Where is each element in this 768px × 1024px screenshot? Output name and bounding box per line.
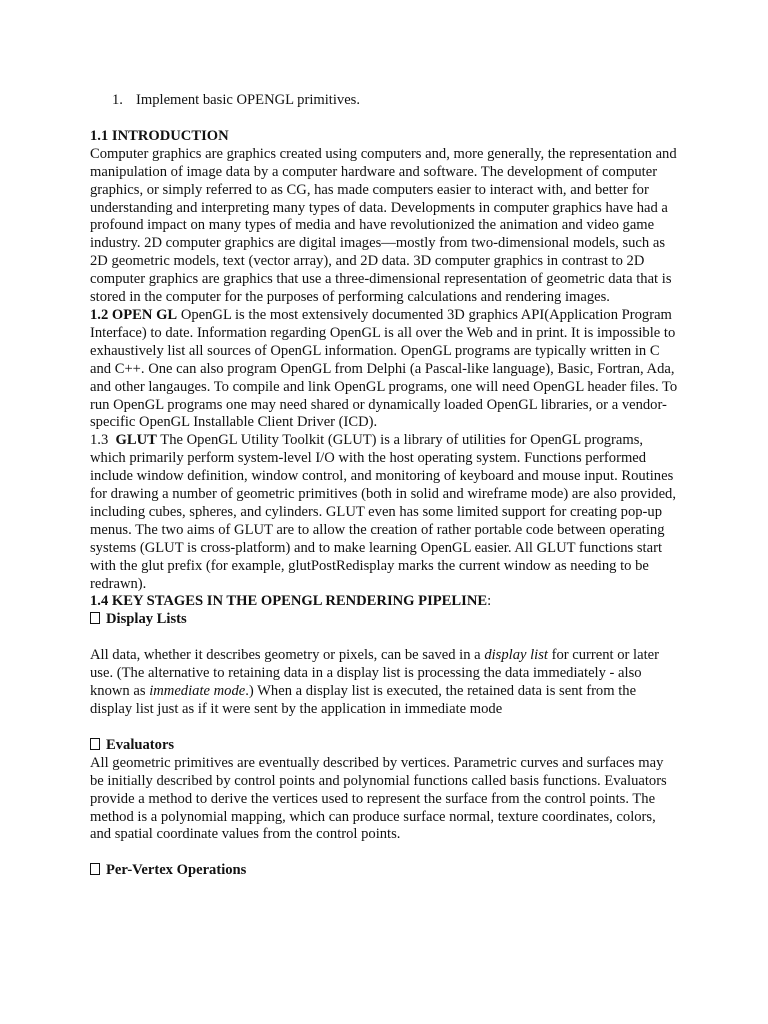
list-number: 1. [112,92,123,108]
display-lists-body [90,647,680,719]
section-intro-body: Computer graphics are graphics created using computers and, more generally, the representation and manipulation of image data by a computer hardware and software. The development of computer graphics, or simply referred to as CG, has made computers easier to interact with, and better for understanding and interpreting many types of data. Developments in computer graphics have had a profound impact on many types of media and have revolutionized the animation and video game industry. 2D computer graphics are digital images—mostly from two-dimensional models, such as 2D geometric models, text (vector array), and 2D data. 3D computer graphics in contrast to 2D computer graphics are graphics that use a three-dimensional representation of geometric data that is stored in the computer for the purposes of performing calculations and rendering images. [90,145,677,306]
display-lists-heading [90,611,680,629]
display-lists-heading-text: Display Lists [106,611,187,628]
document-page [90,92,680,880]
section-glut [90,432,680,593]
display-lists-text-1: All data, whether it describes geometry or pixels, can be saved in a [90,647,485,664]
spacer [90,844,680,862]
section-opengl [90,307,680,432]
bullet-box-icon [90,612,100,624]
evaluators-heading-text: Evaluators [106,736,175,753]
evaluators-heading [90,737,680,755]
list-item [112,92,680,110]
display-lists-text-3: .) When a display list is executed, the retained data is sent from the display list just as if it were sent by the application in immediate mode [90,683,637,717]
section-opengl-body: OpenGL is the most extensively documented 3D graphics API(Application Program Interface) to date. Information regarding OpenGL is all over the Web and in print. It is impossible to exhaustively list all sources of OpenGL information. OpenGL programs are typically written in C and C++. One can also program OpenGL from Delphi (a Pascal-like language), Basic, Fortran, Ada, and other langauges. To compile and link OpenGL programs, one will need OpenGL header files. To run OpenGL programs one may need shared or dynamically loaded OpenGL libraries, or a vendor-specific OpenGL Installable Client Driver (ICD). [90,306,678,431]
display-list-term: display list [484,647,548,664]
spacer [90,629,680,647]
section-glut-body: The OpenGL Utility Toolkit (GLUT) is a library of utilities for OpenGL programs, which primarily perform system-level I/O with the host operating system. Functions performed include window definition, window control, and monitoring of keyboard and mouse input. Routines for drawing a number of geometric primitives (both in solid and wireframe mode) are also provided, including cubes, spheres, and cylinders. GLUT even has some limited support for creating pop-up menus. The two aims of GLUT are to allow the creation of rather portable code between operating systems (GLUT is cross-platform) and to make learning OpenGL easier. All GLUT functions start with the glut prefix (for example, glutPostRedisplay marks the current window as needing to be redrawn). [90,432,677,592]
per-vertex-heading-text: Per-Vertex Operations [106,862,247,879]
spacer [90,719,680,737]
bullet-box-icon [90,738,100,750]
section-intro-heading: 1.1 INTRODUCTION [90,127,229,144]
list-item-text: Implement basic OPENGL primitives. [136,92,361,108]
section-opengl-heading: 1.2 OPEN GL [90,306,178,323]
section-pipeline-heading [90,593,680,611]
pipeline-heading-colon: : [487,593,492,610]
evaluators-body: All geometric primitives are eventually described by vertices. Parametric curves and surfaces may be initially described by control points and polynomial functions called basis functions. Evaluators provide a method to derive the vertices used to represent the surface from the control points. The method is a polynomial mapping, which can produce surface normal, texture coordinates, colors, and spatial coordinate values from the control points. [90,754,667,843]
bullet-box-icon [90,863,100,875]
per-vertex-heading [90,862,680,880]
immediate-mode-term: immediate mode [149,683,246,700]
section-glut-number: 1.3 [90,432,109,449]
section-glut-heading: GLUT [115,432,157,449]
display-lists-text-2: for current or later use. (The alternative to retaining data in a display list is processing the data immediately - also known as [90,647,659,700]
pipeline-heading-text: 1.4 KEY STAGES IN THE OPENGL RENDERING PIPELINE [90,593,488,610]
